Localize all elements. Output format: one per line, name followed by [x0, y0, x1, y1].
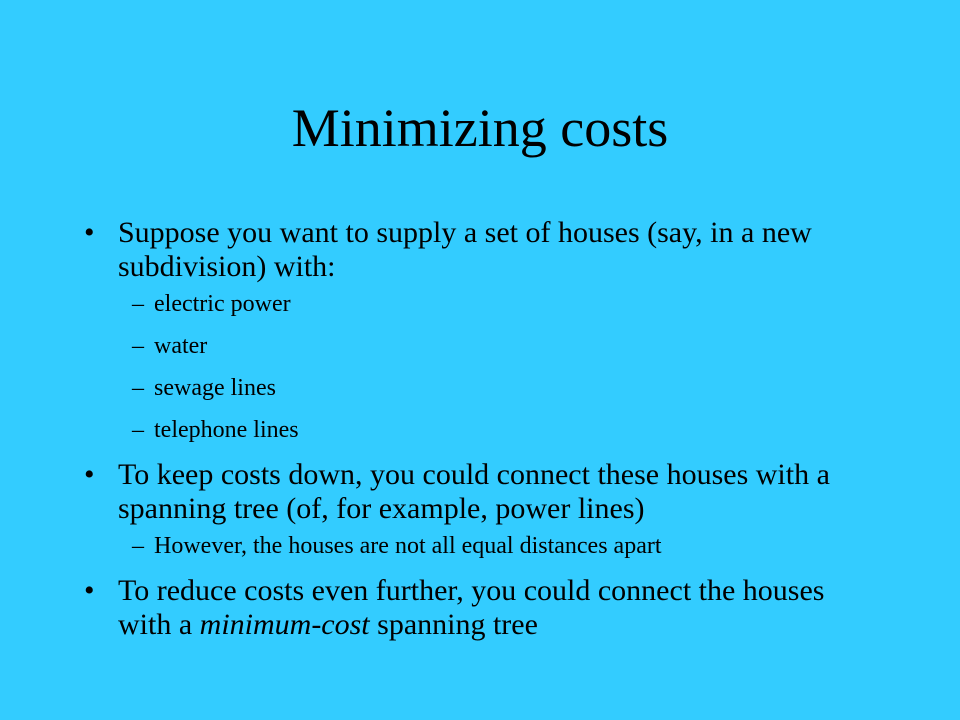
dash-marker: –	[132, 333, 144, 359]
bullet-emphasis: minimum-cost	[199, 608, 370, 641]
sub-item-text: telephone lines	[154, 417, 299, 443]
bullet-text-part: spanning tree	[369, 608, 538, 641]
bullet-item	[84, 458, 874, 526]
sub-item-text: water	[154, 333, 208, 359]
bullet-marker: •	[84, 574, 95, 607]
bullet-text: Suppose you want to supply a set of houses (say, in a new subdivision) with:	[118, 216, 812, 283]
slide-content	[84, 216, 874, 642]
dash-marker: –	[132, 417, 144, 443]
sub-item	[84, 290, 874, 318]
bullet-marker: •	[84, 216, 95, 249]
sub-item	[84, 416, 874, 444]
sub-item	[84, 532, 874, 560]
sub-item	[84, 332, 874, 360]
slide-title: Minimizing costs	[291, 98, 669, 158]
dash-marker: –	[132, 291, 144, 317]
sub-item	[84, 374, 874, 402]
bullet-item	[84, 216, 874, 284]
bullet-item	[84, 574, 874, 642]
sub-item-text: electric power	[154, 291, 291, 317]
bullet-marker: •	[84, 458, 95, 491]
sub-item-text: However, the houses are not all equal distances apart	[154, 533, 662, 559]
sub-item-text: sewage lines	[154, 375, 276, 401]
dash-marker: –	[132, 533, 144, 559]
bullet-text-part: To reduce costs even further, you could connect the houses with a	[118, 574, 825, 641]
sub-list	[84, 290, 874, 444]
dash-marker: –	[132, 375, 144, 401]
sub-list	[84, 532, 874, 560]
bullet-text: To keep costs down, you could connect these houses with a spanning tree (of, for example, power lines)	[118, 458, 830, 525]
